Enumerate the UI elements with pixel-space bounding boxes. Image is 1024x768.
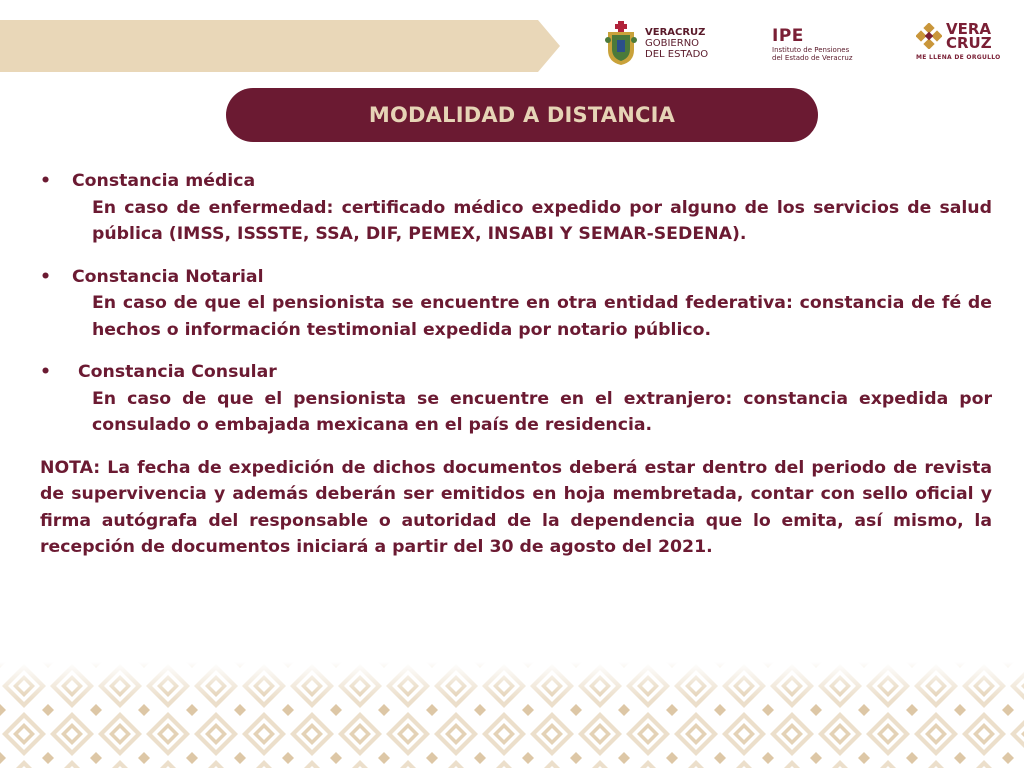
bullet: • xyxy=(40,266,52,287)
logo-veracruz-line1: VERACRUZ xyxy=(645,26,706,38)
page-title: MODALIDAD A DISTANCIA xyxy=(368,103,676,127)
item-body: En caso de enfermedad: certificado médico expedido por alguno de los servicios de salud pública (IMSS, ISSSTE, SSA, DIF, PEMEX, INSABI Y SEMAR-SEDENA). xyxy=(92,197,992,244)
decorative-pattern xyxy=(0,662,1024,768)
logo-ipe-line1: Instituto de Pensiones xyxy=(772,46,850,54)
list-item xyxy=(40,359,992,439)
logo-cruz-word2: CRUZ xyxy=(946,34,992,52)
logo-vera-cruz-slogan: ME LLENA DE ORGULLO xyxy=(916,54,1001,61)
logo-ipe xyxy=(772,26,853,62)
logo-ipe-line2: del Estado de Veracruz xyxy=(772,54,853,62)
list-item xyxy=(40,264,992,344)
note-paragraph: NOTA: La fecha de expedición de dichos documentos deberá estar dentro del periodo de revista de supervivencia y además deberán ser emitidos en hoja membretada, contar con sello oficial y firma autógrafa del responsable o autoridad de la dependencia que lo emita, así mismo, la recepción de documentos iniciará a partir del 30 de agosto del 2021. xyxy=(40,457,992,557)
logo-vera-word1: VERA xyxy=(946,20,992,38)
veracruz-shield-icon xyxy=(604,20,638,66)
logo-veracruz-gobierno xyxy=(604,20,708,66)
title-banner xyxy=(226,88,818,142)
item-heading: Constancia Notarial xyxy=(72,266,264,287)
logo-ipe-acronym: IPE xyxy=(772,26,804,46)
list-item xyxy=(40,168,992,248)
header-band xyxy=(0,20,560,72)
item-heading: Constancia médica xyxy=(72,171,256,191)
main-content xyxy=(40,168,992,561)
bullet: • xyxy=(40,171,52,191)
logo-veracruz-line3: DEL ESTADO xyxy=(645,48,709,60)
item-heading: Constancia Consular xyxy=(78,362,277,382)
item-body: En caso de que el pensionista se encuentre en el extranjero: constancia expedida por consulado o embajada mexicana en el país de residencia. xyxy=(92,388,992,435)
logo-veracruz-line2: GOBIERNO xyxy=(645,37,700,49)
item-body: En caso de que el pensionista se encuentre en otra entidad federativa: constancia de fé de hechos o información testimonial expedida por notario público. xyxy=(92,293,992,340)
bullet: • xyxy=(40,362,52,382)
logo-vera-cruz xyxy=(916,22,1001,61)
vera-cruz-pattern-icon xyxy=(916,23,942,49)
header-logos xyxy=(600,18,1010,74)
